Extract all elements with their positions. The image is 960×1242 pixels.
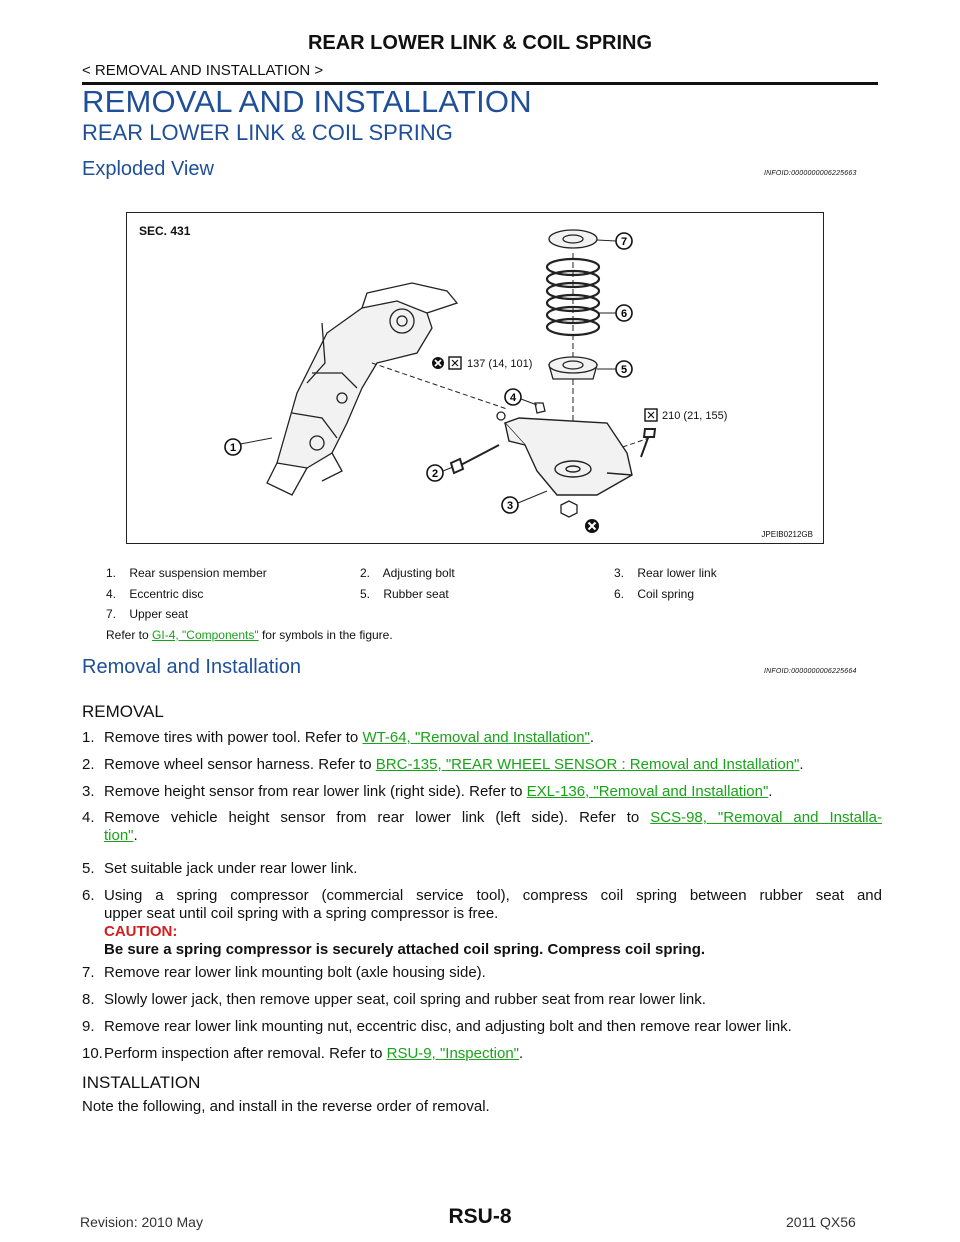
brc-135-link[interactable]: BRC-135, "REAR WHEEL SENSOR : Removal and Installation" [375, 756, 800, 773]
svg-text:5: 5 [620, 364, 628, 376]
torque-value-1: 137 (14, 101) [467, 358, 533, 370]
gi-4-components-link[interactable]: GI-4, "Components" [152, 628, 259, 642]
legend-item-7: 7. Upper seat [106, 607, 189, 621]
svg-text:7: 7 [620, 236, 628, 248]
figure-code: JPEIB0212GB [761, 530, 813, 539]
legend-item-1: 1. Rear suspension member [106, 566, 267, 580]
callout-4 [505, 389, 521, 405]
removal-step-3: 3. Remove height sensor from rear lower link (right side). Refer to EXL-136, "Removal and Installation". [82, 783, 773, 800]
removal-step-6: 6. Using a spring compressor (commercial service tool), compress coil spring between rubber seat and upper seat until coil spring with a spring compressor is free. CAUTION: Be sure a spring compressor is securely attached coil spring. Compress coil spring. [82, 887, 882, 958]
callout-7 [616, 233, 632, 249]
removal-step-10: 10.Perform inspection after removal. Refer to RSU-9, "Inspection". [82, 1045, 524, 1062]
caution-label: CAUTION: [104, 923, 178, 940]
scs-98-link-continued[interactable]: tion" [104, 827, 134, 844]
rear-lower-link-drawing [505, 418, 632, 495]
exploded-view-illustration [127, 213, 822, 542]
section-title: REMOVAL AND INSTALLATION [82, 84, 532, 119]
torque-spec-1 [432, 357, 532, 370]
callout-6 [616, 305, 632, 321]
installation-text: Note the following, and install in the reverse order of removal. [82, 1098, 490, 1115]
section-subtitle: REAR LOWER LINK & COIL SPRING [82, 120, 453, 145]
svg-text:1: 1 [229, 442, 237, 454]
removal-installation-heading: Removal and Installation [82, 656, 302, 678]
exploded-view-figure [126, 212, 824, 544]
removal-subheading: REMOVAL [82, 702, 164, 721]
torque-spec-2 [645, 409, 727, 422]
removal-step-5: 5. Set suitable jack under rear lower link. [82, 860, 358, 877]
callout-2 [427, 465, 443, 481]
rear-suspension-member-drawing [267, 283, 457, 495]
upper-seat-drawing [549, 230, 597, 248]
svg-text:6: 6 [620, 308, 628, 320]
legend-item-2: 2. Adjusting bolt [360, 566, 455, 580]
installation-subheading: INSTALLATION [82, 1073, 201, 1092]
legend-item-6: 6. Coil spring [614, 587, 695, 601]
footer-model: 2011 QX56 [786, 1214, 856, 1230]
legend-item-3: 3. Rear lower link [614, 566, 717, 580]
torque-value-2: 210 (21, 155) [662, 410, 728, 422]
adjusting-bolt-drawing [451, 445, 499, 473]
rsu-9-inspection-link[interactable]: RSU-9, "Inspection" [386, 1045, 519, 1062]
svg-text:2: 2 [431, 468, 439, 480]
symbols-reference: Refer to GI-4, "Components" for symbols in the figure. [106, 628, 393, 642]
legend-item-5: 5. Rubber seat [360, 587, 449, 601]
replace-part-icon [585, 519, 599, 533]
page-header-title: REAR LOWER LINK & COIL SPRING [307, 32, 653, 54]
legend-item-4: 4. Eccentric disc [106, 587, 204, 601]
scs-98-link[interactable]: SCS-98, "Removal and Installa- [650, 809, 882, 826]
removal-step-1: 1. Remove tires with power tool. Refer to WT-64, "Removal and Installation". [82, 729, 595, 746]
torque-wrench-icon [645, 409, 657, 421]
replace-part-icon [432, 357, 444, 369]
svg-text:3: 3 [506, 500, 514, 512]
wt-64-link[interactable]: WT-64, "Removal and Installation" [362, 729, 590, 746]
torque-wrench-icon [449, 357, 461, 369]
removal-step-9: 9. Remove rear lower link mounting nut, eccentric disc, and adjusting bolt and then remove rear lower link. [82, 1018, 792, 1035]
removal-step-8: 8. Slowly lower jack, then remove upper seat, coil spring and rubber seat from rear lower link. [82, 991, 706, 1008]
exploded-view-infoid: INFOID:0000000006225663 [764, 170, 857, 177]
lower-link-nut-drawing [561, 501, 577, 517]
svg-text:4: 4 [509, 392, 517, 404]
removal-step-2: 2. Remove wheel sensor harness. Refer to BRC-135, "REAR WHEEL SENSOR : Removal and Installation". [82, 756, 804, 773]
coil-spring-drawing [547, 259, 599, 335]
caution-text: Be sure a spring compressor is securely attached coil spring. Compress coil spring. [104, 941, 706, 958]
axle-side-bolt-drawing [641, 429, 655, 457]
rubber-seat-drawing [549, 357, 597, 379]
exl-136-link[interactable]: EXL-136, "Removal and Installation" [526, 783, 769, 800]
removal-step-7: 7. Remove rear lower link mounting bolt (axle housing side). [82, 964, 486, 981]
callout-1 [225, 439, 241, 455]
callout-5 [616, 361, 632, 377]
sec-label: SEC. 431 [139, 224, 191, 238]
breadcrumb: < REMOVAL AND INSTALLATION > [82, 62, 324, 79]
exploded-view-heading: Exploded View [82, 158, 214, 180]
callout-3 [502, 497, 518, 513]
footer-page-number: RSU-8 [448, 1205, 512, 1228]
removal-installation-infoid: INFOID:0000000006225664 [764, 668, 857, 675]
footer-revision: Revision: 2010 May [80, 1214, 203, 1230]
removal-step-4: 4. Remove vehicle height sensor from rear lower link (left side). Refer to SCS-98, "Removal and Installa- tion". [82, 809, 882, 844]
